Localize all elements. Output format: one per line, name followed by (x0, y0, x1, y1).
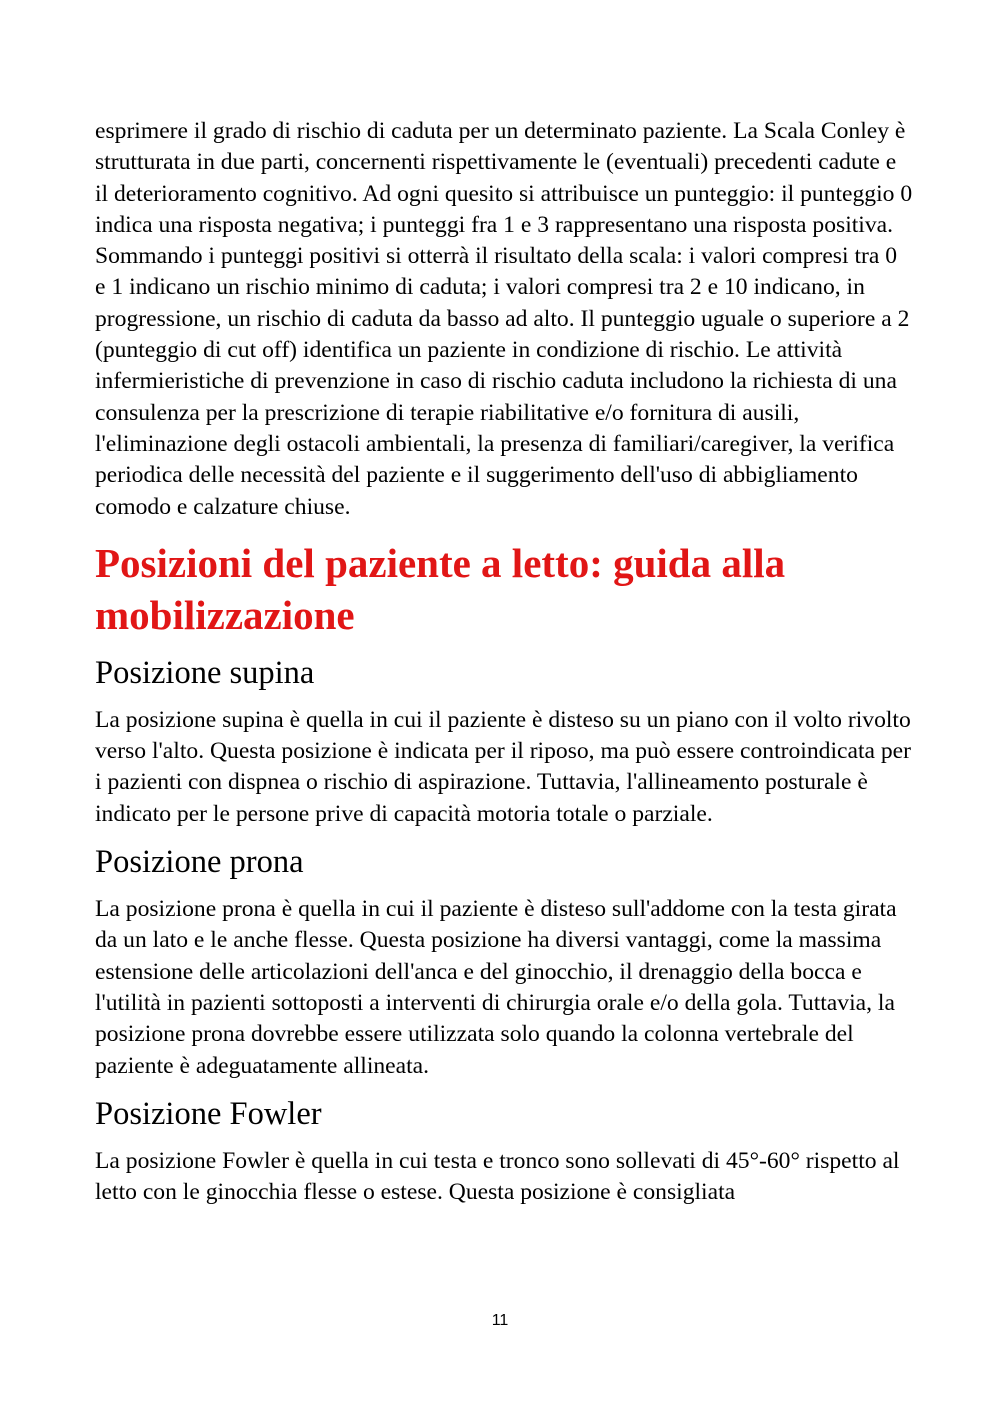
page-number: 11 (491, 1312, 509, 1329)
subsection-heading-fowler: Posizione Fowler (95, 1095, 322, 1132)
subsection-heading-supina: Posizione supina (95, 654, 315, 691)
paragraph-supina: La posizione supina è quella in cui il paziente è disteso su un piano con il volto rivolto verso l'alto. Questa posizione è indicata per il riposo, ma può essere controindicata per i pazienti con dispnea o rischio di aspirazione. Tuttavia, l'allineamento posturale è indicato per le persone prive di capacità motoria totale o parziale. (95, 706, 912, 827)
paragraph-prona: La posizione prona è quella in cui il paziente è disteso sull'addome con la testa girata da un lato e le anche flesse. Questa posizione ha diversi vantaggi, come la massima estensione delle articolazioni dell'anca e del ginocchio, il drenaggio della bocca e l'utilità in pazienti sottoposti a interventi di chirurgia orale e/o della gola. Tuttavia, la posizione prona dovrebbe essere utilizzata solo quando la colonna vertebrale del paziente è adeguatamente allineata. (95, 896, 897, 1079)
paragraph-fowler: La posizione Fowler è quella in cui testa e tronco sono sollevati di 45°-60° rispetto al letto con le ginocchia flesse o estese. Questa posizione è consigliata (95, 1147, 900, 1206)
section-heading: Posizioni del paziente a letto: guida alla mobilizzazione (95, 539, 786, 638)
intro-paragraph: esprimere il grado di rischio di caduta per un determinato paziente. La Scala Conley è strutturata in due parti, concernenti rispettivamente le (eventuali) precedenti cadute e il deterioramento cognitivo. Ad ogni quesito si attribuisce un punteggio: il punteggio 0 indica una risposta negativa; i punteggi fra 1 e 3 rappresentano una risposta positiva. Sommando i punteggi positivi si otterrà il risultato della scala: i valori compresi tra 0 e 1 indicano un rischio minimo di caduta; i valori compresi tra 2 e 10 indicano, in progressione, un rischio di caduta da basso ad alto. Il punteggio uguale o superiore a 2 (punteggio di cut off) identifica un paziente in condizione di rischio. Le attività infermieristiche di prevenzione in caso di rischio caduta includono la richiesta di una consulenza per la prescrizione di terapie riabilitative e/o fornitura di ausili, l'eliminazione degli ostacoli ambientali, la presenza di familiari/caregiver, la verifica periodica delle necessità del paziente e il suggerimento dell'uso di abbigliamento comodo e calzature chiuse. (95, 118, 913, 520)
subsection-heading-prona: Posizione prona (95, 844, 304, 881)
page-content (95, 116, 913, 1208)
